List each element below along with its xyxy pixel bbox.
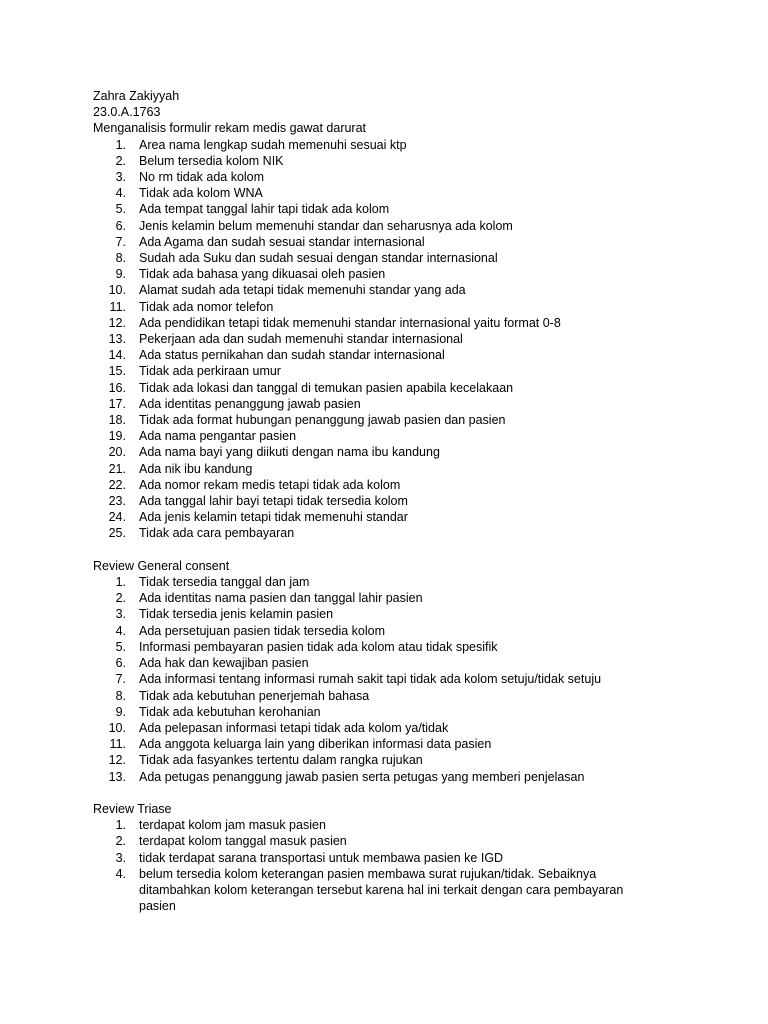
list-item: 9. Tidak ada kebutuhan kerohanian (115, 704, 321, 719)
student-id: 23.0.A.1763 (93, 105, 161, 120)
list-item: 3. Tidak tersedia jenis kelamin pasien (115, 607, 334, 622)
list-item: 4. belum tersedia kolom keterangan pasien membawa surat rujukan/tidak. Sebaiknya ditambahkan kolom keterangan tersebut karena hal ini terkait dengan cara pembayaran pasien (115, 866, 624, 914)
list-item: 6. Jenis kelamin belum memenuhi standar dan seharusnya ada kolom (115, 218, 513, 233)
list-item: 8. Sudah ada Suku dan sudah sesuai dengan standar internasional (115, 251, 498, 266)
list-item: 16. Tidak ada lokasi dan tanggal di temukan pasien apabila kecelakaan (108, 380, 514, 395)
list-item: 17. Ada identitas penanggung jawab pasien (108, 396, 361, 411)
section-heading-general-consent: Review General consent (93, 558, 230, 573)
list-item: 4. Ada persetujuan pasien tidak tersedia kolom (115, 623, 385, 638)
list-item: 2. terdapat kolom tanggal masuk pasien (115, 834, 347, 849)
list-item: 4. Tidak ada kolom WNA (115, 186, 263, 201)
blank-line (93, 785, 693, 801)
list-emergency-form (93, 137, 693, 542)
section-heading-emergency-form: Menganalisis formulir rekam medis gawat darurat (93, 121, 367, 136)
list-item: 9. Tidak ada bahasa yang dikuasai oleh pasien (115, 267, 386, 282)
section-heading-triage: Review Triase (93, 801, 172, 816)
list-item: 5. Informasi pembayaran pasien tidak ada kolom atau tidak spesifik (115, 639, 498, 654)
list-triage (93, 817, 693, 914)
list-item: 13. Ada petugas penanggung jawab pasien serta petugas yang memberi penjelasan (108, 769, 585, 784)
list-item: 20. Ada nama bayi yang diikuti dengan nama ibu kandung (108, 445, 440, 460)
blank-line (93, 542, 693, 558)
list-item: 21. Ada nik ibu kandung (108, 461, 253, 476)
list-item: 6. Ada hak dan kewajiban pasien (115, 656, 309, 671)
list-item: 23. Ada tanggal lahir bayi tetapi tidak tersedia kolom (108, 494, 408, 509)
document-content (93, 88, 693, 914)
list-item: 22. Ada nomor rekam medis tetapi tidak ada kolom (108, 477, 401, 492)
list-item: 7. Ada informasi tentang informasi rumah sakit tapi tidak ada kolom setuju/tidak setuju (115, 672, 602, 687)
list-item: 12. Ada pendidikan tetapi tidak memenuhi standar internasional yaitu format 0-8 (108, 315, 561, 330)
list-item: 14. Ada status pernikahan dan sudah standar internasional (108, 348, 445, 363)
list-item: 2. Belum tersedia kolom NIK (115, 153, 284, 168)
list-item: 11. Tidak ada nomor telefon (109, 299, 274, 314)
list-item: 13. Pekerjaan ada dan sudah memenuhi standar internasional (108, 332, 463, 347)
list-item: 1. Tidak tersedia tanggal dan jam (115, 575, 310, 590)
list-item: 1. Area nama lengkap sudah memenuhi sesuai ktp (115, 137, 407, 152)
list-general-consent (93, 574, 693, 785)
list-item: 5. Ada tempat tanggal lahir tapi tidak ada kolom (115, 202, 390, 217)
list-item: 10. Alamat sudah ada tetapi tidak memenuhi standar yang ada (108, 283, 466, 298)
list-item: 11. Ada anggota keluarga lain yang diberikan informasi data pasien (109, 737, 492, 752)
list-item: 25. Tidak ada cara pembayaran (108, 526, 295, 541)
list-item: 18. Tidak ada format hubungan penanggung jawab pasien dan pasien (108, 413, 506, 428)
list-item: 12. Tidak ada fasyankes tertentu dalam rangka rujukan (108, 753, 423, 768)
list-item: 15. Tidak ada perkiraan umur (108, 364, 281, 379)
list-item: 7. Ada Agama dan sudah sesuai standar internasional (115, 234, 425, 249)
list-item: 19. Ada nama pengantar pasien (108, 429, 297, 444)
list-item: 8. Tidak ada kebutuhan penerjemah bahasa (115, 688, 370, 703)
list-item: 2. Ada identitas nama pasien dan tanggal lahir pasien (115, 591, 423, 606)
list-item: 3. tidak terdapat sarana transportasi untuk membawa pasien ke IGD (115, 850, 504, 865)
list-item: 24. Ada jenis kelamin tetapi tidak memenuhi standar (108, 510, 408, 525)
list-item: 3. No rm tidak ada kolom (115, 170, 265, 185)
author-name: Zahra Zakiyyah (93, 89, 180, 103)
list-item: 10. Ada pelepasan informasi tetapi tidak ada kolom ya/tidak (108, 720, 449, 735)
list-item: 1. terdapat kolom jam masuk pasien (115, 818, 326, 833)
